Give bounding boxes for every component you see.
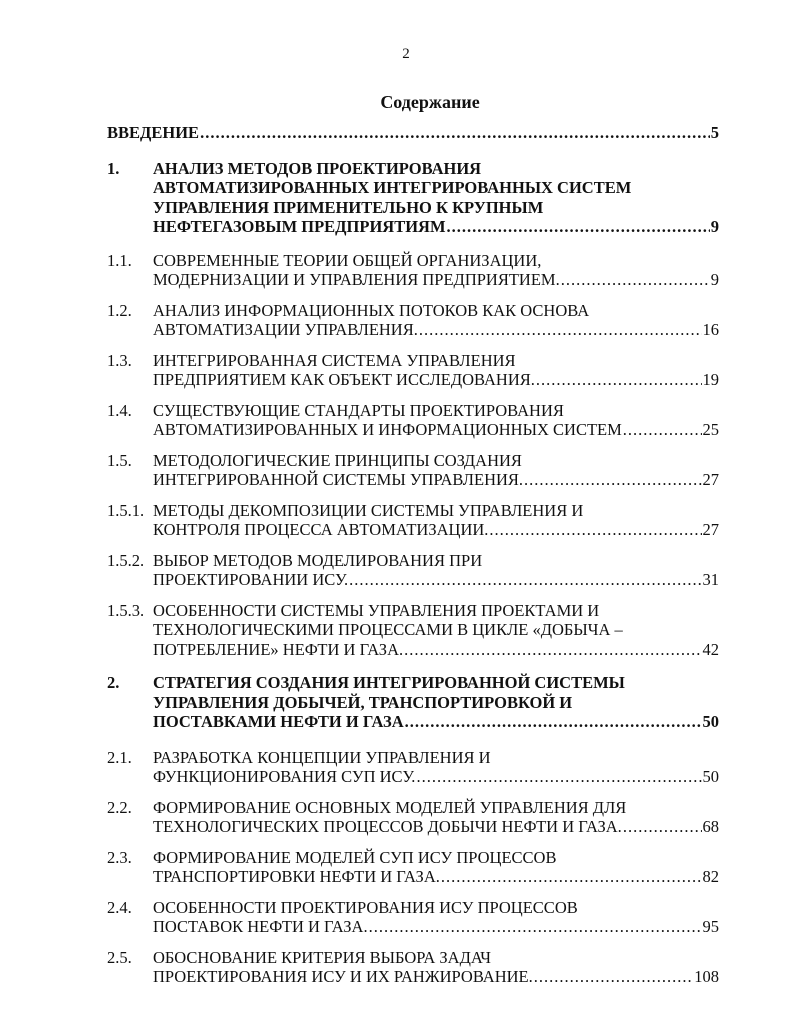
- toc-entry-page: 68: [702, 817, 719, 836]
- toc-entry-leader-row: [153, 217, 719, 237]
- toc-entry-text: [107, 123, 719, 143]
- toc-entry-line: ИНТЕГРИРОВАННОЙ СИСТЕМЫ УПРАВЛЕНИЯ.: [153, 470, 524, 489]
- toc-entry-line: ФОРМИРОВАНИЕ ОСНОВНЫХ МОДЕЛЕЙ УПРАВЛЕНИЯ ДЛЯ: [153, 797, 627, 817]
- toc-entry-line: ПРОЕКТИРОВАНИЯ ИСУ И ИХ РАНЖИРОВАНИЕ.: [153, 967, 533, 986]
- toc-entry: [107, 251, 719, 290]
- toc-entry-page: 27: [702, 470, 719, 489]
- toc-entry-line: ПРОЕКТИРОВАНИИ ИСУ.: [153, 570, 349, 589]
- toc-entry-leader-row: [153, 370, 719, 390]
- toc-entry-leader-row: [153, 570, 719, 590]
- toc-entry-page: 9: [710, 217, 719, 236]
- toc-entry-text: [153, 798, 719, 837]
- toc-entry-line: ТРАНСПОРТИРОВКИ НЕФТИ И ГАЗА.: [153, 867, 440, 886]
- toc-entry-text: [153, 948, 719, 987]
- toc-entry-leader-row: [153, 470, 719, 490]
- toc-entry-line: ОСОБЕННОСТИ ПРОЕКТИРОВАНИЯ ИСУ ПРОЦЕССОВ: [153, 897, 578, 917]
- toc-entry-number: 2.4.: [107, 897, 132, 917]
- toc-entry-number: 1.2.: [107, 300, 132, 320]
- page-number: 2: [402, 46, 410, 62]
- toc-entry-number: 1.5.1.: [107, 500, 145, 520]
- toc-entry-number: 2.2.: [107, 797, 132, 817]
- toc-entry-number: 1.3.: [107, 350, 132, 370]
- toc-entry-line: ПОСТАВОК НЕФТИ И ГАЗА.: [153, 917, 368, 936]
- toc-entry-line: ПРЕДПРИЯТИЕМ КАК ОБЪЕКТ ИССЛЕДОВАНИЯ.: [153, 370, 535, 389]
- toc-entry: [107, 848, 719, 887]
- dot-leader: [405, 712, 702, 732]
- toc-entry-leader-row: [107, 123, 719, 143]
- toc-entry-text: [153, 551, 719, 590]
- toc-entry-number: 1.5.: [107, 450, 132, 470]
- toc-entry-line: ВВЕДЕНИЕ: [107, 123, 200, 142]
- toc-entry-text: [153, 301, 719, 340]
- toc-entry-line: АНАЛИЗ ИНФОРМАЦИОННЫХ ПОТОКОВ КАК ОСНОВА: [153, 300, 590, 320]
- toc-entry: [107, 351, 719, 390]
- toc-entry-page: 31: [702, 570, 719, 589]
- toc-entry-page: 50: [702, 712, 719, 731]
- toc-entry-leader-row: [153, 520, 719, 540]
- toc-entry: [107, 301, 719, 340]
- toc-entry-line: АВТОМАТИЗАЦИИ УПРАВЛЕНИЯ.: [153, 320, 418, 339]
- toc-entry: [107, 673, 719, 732]
- toc-entry-page: 108: [694, 967, 719, 986]
- toc-entry: [107, 501, 719, 540]
- toc-entry-number: 1.4.: [107, 400, 132, 420]
- toc-entry-number: 1.5.3.: [107, 600, 145, 620]
- toc-entry-line: ОБОСНОВАНИЕ КРИТЕРИЯ ВЫБОРА ЗАДАЧ: [153, 947, 491, 967]
- toc-entry: [107, 798, 719, 837]
- toc-entry-page: 5: [710, 123, 719, 142]
- toc-entry-leader-row: [153, 767, 719, 787]
- toc-entry-line: ИНТЕГРИРОВАННАЯ СИСТЕМА УПРАВЛЕНИЯ: [153, 350, 516, 370]
- toc-entry-page: 16: [702, 320, 719, 339]
- toc-entry-line: ПОТРЕБЛЕНИЕ» НЕФТИ И ГАЗА.: [153, 639, 404, 659]
- table-of-contents: [107, 123, 719, 987]
- toc-entry-line: ВЫБОР МЕТОДОВ МОДЕЛИРОВАНИЯ ПРИ: [153, 550, 483, 570]
- toc-entry-leader-row: [153, 867, 719, 887]
- toc-entry-page: 42: [702, 639, 719, 659]
- toc-entry-line: МЕТОДОЛОГИЧЕСКИЕ ПРИНЦИПЫ СОЗДАНИЯ: [153, 450, 522, 470]
- toc-entry-line: МЕТОДЫ ДЕКОМПОЗИЦИИ СИСТЕМЫ УПРАВЛЕНИЯ И: [153, 500, 584, 520]
- toc-entry-line: НЕФТЕГАЗОВЫМ ПРЕДПРИЯТИЯМ: [153, 217, 446, 236]
- toc-entry-line: УПРАВЛЕНИЯ ДОБЫЧЕЙ, ТРАНСПОРТИРОВКОЙ И: [153, 692, 573, 712]
- toc-title: Содержание: [380, 92, 480, 112]
- toc-entry-leader-row: [153, 712, 719, 732]
- toc-entry-text: [153, 251, 719, 290]
- toc-entry: [107, 159, 719, 237]
- toc-entry-line: УПРАВЛЕНИЯ ПРИМЕНИТЕЛЬНО К КРУПНЫМ: [153, 197, 544, 217]
- dot-leader: [447, 217, 710, 237]
- toc-entry: [107, 451, 719, 490]
- toc-entry-line: СУЩЕСТВУЮЩИЕ СТАНДАРТЫ ПРОЕКТИРОВАНИЯ: [153, 400, 564, 420]
- toc-entry-line: АВТОМАТИЗИРОВАННЫХ ИНТЕГРИРОВАННЫХ СИСТЕМ: [153, 178, 632, 197]
- dot-leader: [369, 917, 702, 937]
- toc-entry-leader-row: [153, 817, 719, 837]
- toc-entry-text: [153, 159, 719, 237]
- toc-entry-line: КОНТРОЛЯ ПРОЦЕССА АВТОМАТИЗАЦИИ.: [153, 520, 489, 539]
- dot-leader: [489, 520, 701, 540]
- toc-entry-page: 50: [702, 767, 719, 786]
- dot-leader: [536, 370, 702, 390]
- toc-entry-line: АНАЛИЗ МЕТОДОВ ПРОЕКТИРОВАНИЯ: [153, 158, 482, 178]
- toc-entry-text: [153, 501, 719, 540]
- toc-entry-leader-row: [153, 917, 719, 937]
- toc-entry: [107, 748, 719, 787]
- toc-entry-number: 1.1.: [107, 250, 132, 270]
- toc-entry: [107, 601, 719, 660]
- dot-leader: [623, 817, 702, 837]
- toc-entry-text: [153, 898, 719, 937]
- toc-entry-line: ОСОБЕННОСТИ СИСТЕМЫ УПРАВЛЕНИЯ ПРОЕКТАМИ И: [153, 600, 600, 620]
- toc-entry-text: [153, 673, 719, 732]
- toc-entry-page: 9: [710, 270, 719, 289]
- toc-entry-leader-row: [153, 967, 719, 987]
- dot-leader: [419, 320, 702, 340]
- toc-entry-leader-row: [153, 270, 719, 290]
- toc-entry-line: ФОРМИРОВАНИЕ МОДЕЛЕЙ СУП ИСУ ПРОЦЕССОВ: [153, 847, 557, 867]
- toc-entry: [107, 123, 719, 143]
- toc-entry-text: [153, 351, 719, 390]
- toc-entry-line: ТЕХНОЛОГИЧЕСКИХ ПРОЦЕССОВ ДОБЫЧИ НЕФТИ И ГАЗА.: [153, 817, 622, 836]
- dot-leader: [534, 967, 694, 987]
- toc-entry-line: АВТОМАТИЗИРОВАННЫХ И ИНФОРМАЦИОННЫХ СИСТЕМ: [153, 420, 622, 439]
- dot-leader: [441, 867, 702, 887]
- dot-leader: [404, 640, 701, 660]
- toc-entry-number: 2.3.: [107, 847, 132, 867]
- toc-entry-number: 1.: [107, 158, 120, 178]
- toc-entry-number: 2.5.: [107, 947, 132, 967]
- toc-entry: [107, 551, 719, 590]
- toc-entry: [107, 948, 719, 987]
- toc-entry-line: СТРАТЕГИЯ СОЗДАНИЯ ИНТЕГРИРОВАННОЙ СИСТЕМЫ: [153, 673, 625, 692]
- toc-entry-line: ТЕХНОЛОГИЧЕСКИМИ ПРОЦЕССАМИ В ЦИКЛЕ «ДОБЫЧА –: [153, 620, 623, 639]
- toc-entry: [107, 898, 719, 937]
- toc-entry-line: СОВРЕМЕННЫЕ ТЕОРИИ ОБЩЕЙ ОРГАНИЗАЦИИ,: [153, 250, 542, 270]
- toc-entry-page: 27: [702, 520, 719, 539]
- dot-leader: [561, 270, 710, 290]
- toc-entry-leader-row: [153, 320, 719, 340]
- toc-entry-number: 1.5.2.: [107, 550, 145, 570]
- toc-entry-number: 2.: [107, 673, 120, 692]
- toc-entry: [107, 401, 719, 440]
- toc-entry-page: 82: [702, 867, 719, 886]
- toc-entry-text: [153, 748, 719, 787]
- toc-entry-number: 2.1.: [107, 747, 132, 767]
- toc-entry-page: 95: [702, 917, 719, 936]
- toc-entry-text: [153, 601, 719, 660]
- toc-entry-leader-row: [153, 640, 719, 660]
- dot-leader: [623, 420, 702, 440]
- dot-leader: [349, 570, 701, 590]
- toc-entry-leader-row: [153, 420, 719, 440]
- toc-entry-text: [153, 401, 719, 440]
- dot-leader: [200, 123, 710, 143]
- toc-entry-line: ПОСТАВКАМИ НЕФТИ И ГАЗА: [153, 712, 404, 731]
- toc-entry-page: 19: [702, 370, 719, 389]
- toc-entry-text: [153, 451, 719, 490]
- toc-entry-text: [153, 848, 719, 887]
- dot-leader: [524, 470, 701, 490]
- toc-entry-line: РАЗРАБОТКА КОНЦЕПЦИИ УПРАВЛЕНИЯ И: [153, 747, 491, 767]
- dot-leader: [416, 767, 701, 787]
- toc-entry-line: МОДЕРНИЗАЦИИ И УПРАВЛЕНИЯ ПРЕДПРИЯТИЕМ.: [153, 270, 560, 289]
- toc-entry-page: 25: [702, 420, 719, 439]
- toc-entry-line: ФУНКЦИОНИРОВАНИЯ СУП ИСУ.: [153, 767, 416, 786]
